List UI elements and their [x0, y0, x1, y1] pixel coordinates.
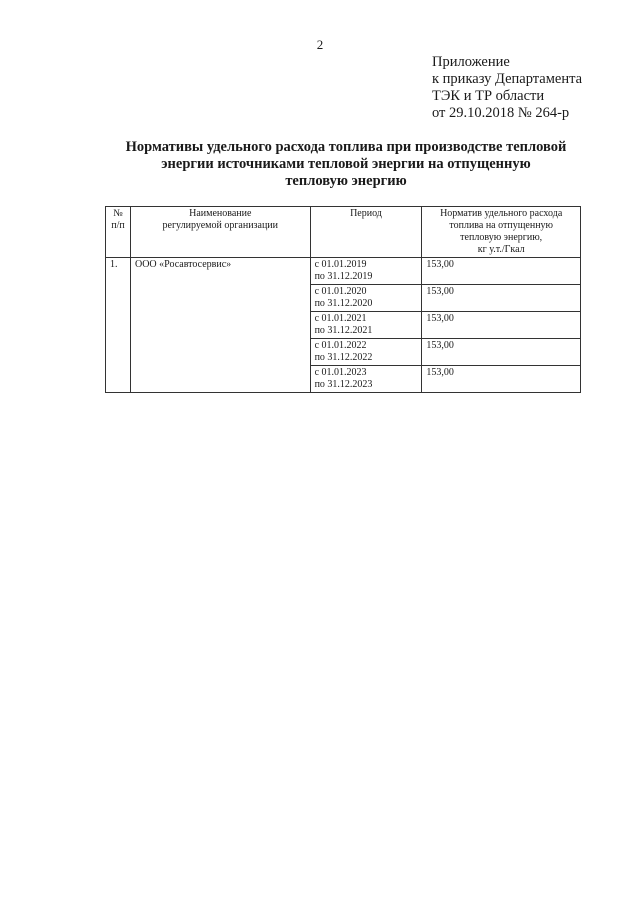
- period-to: по 31.12.2020: [314, 298, 373, 309]
- period-from: с 01.01.2021: [314, 313, 367, 324]
- period-cell: [310, 366, 422, 393]
- norms-table: [105, 206, 581, 393]
- table-header-row: [106, 207, 581, 258]
- norm-value: 153,00: [422, 285, 581, 312]
- norm-value: 153,00: [422, 258, 581, 285]
- period-to: по 31.12.2021: [314, 325, 373, 336]
- header-number-line-1: №: [113, 208, 123, 219]
- header-norm: [422, 207, 581, 258]
- period-to: по 31.12.2023: [314, 379, 373, 390]
- title-line-1: Нормативы удельного расхода топлива при производстве тепловой: [125, 139, 567, 155]
- appendix-block: [432, 54, 582, 122]
- header-organization: [130, 207, 310, 258]
- period-to: по 31.12.2022: [314, 352, 373, 363]
- header-organization-line-2: регулируемой организации: [162, 220, 278, 231]
- appendix-line-2: к приказу Департамента: [432, 71, 583, 87]
- header-period-label: Период: [350, 208, 382, 219]
- norm-value: 153,00: [422, 366, 581, 393]
- header-number: [106, 207, 131, 258]
- period-from: с 01.01.2023: [314, 367, 367, 378]
- period-from: с 01.01.2019: [314, 259, 367, 270]
- page-number: 2: [316, 37, 324, 52]
- header-norm-line-1: Норматив удельного расхода: [440, 208, 563, 219]
- header-period: [310, 207, 422, 258]
- appendix-line-3: ТЭК и ТР области: [432, 88, 545, 104]
- title-line-2: энергии источниками тепловой энергии на отпущенную: [161, 156, 531, 172]
- header-norm-line-4: кг у.т./Гкал: [477, 244, 525, 255]
- period-to: по 31.12.2019: [314, 271, 373, 282]
- row-number: 1.: [106, 258, 131, 393]
- header-number-line-2: п/п: [111, 220, 125, 231]
- title-line-3: тепловую энергию: [285, 173, 407, 189]
- period-from: с 01.01.2020: [314, 286, 367, 297]
- period-cell: [310, 312, 422, 339]
- header-organization-line-1: Наименование: [189, 208, 252, 219]
- table-row: [106, 258, 581, 285]
- period-cell: [310, 285, 422, 312]
- header-norm-line-2: топлива на отпущенную: [449, 220, 554, 231]
- document-title: [96, 139, 596, 190]
- header-norm-line-3: тепловую энергию,: [460, 232, 543, 243]
- row-organization: ООО «Росавтосервис»: [130, 258, 310, 393]
- period-cell: [310, 339, 422, 366]
- norm-value: 153,00: [422, 312, 581, 339]
- appendix-line-1: Приложение: [432, 54, 510, 70]
- norm-value: 153,00: [422, 339, 581, 366]
- period-from: с 01.01.2022: [314, 340, 367, 351]
- period-cell: [310, 258, 422, 285]
- appendix-line-4: от 29.10.2018 № 264-р: [432, 105, 570, 121]
